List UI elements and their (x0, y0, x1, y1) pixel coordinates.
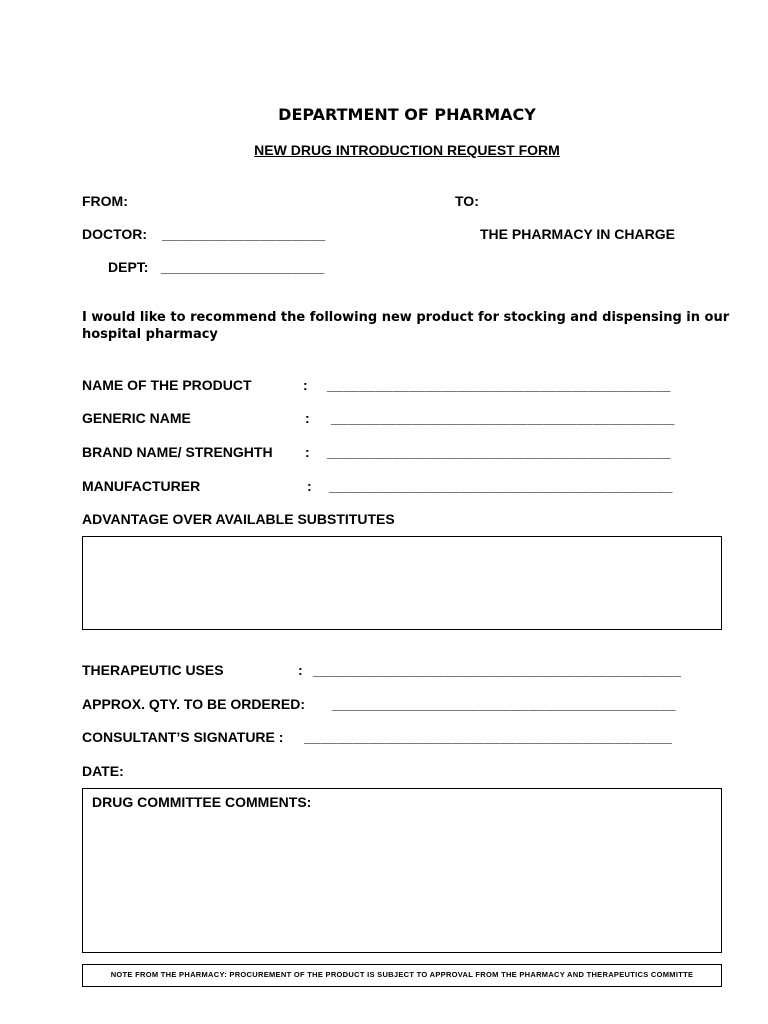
dept-field[interactable]: ____________________ (161, 259, 325, 275)
committee-comments-label: DRUG COMMITTEE COMMENTS: (92, 794, 312, 810)
dept-label: DEPT: (108, 259, 149, 275)
page-title: DEPARTMENT OF PHARMACY (278, 105, 536, 124)
advantage-textbox[interactable] (82, 536, 722, 630)
footer-note: NOTE FROM THE PHARMACY: PROCUREMENT OF THE PRODUCT IS SUBJECT TO APPROVAL FROM THE PHARMACY AND THERAPEUTICS COMMITTE (82, 964, 722, 987)
brand-name-colon: : (305, 444, 310, 460)
signature-label: CONSULTANT’S SIGNATURE : (82, 729, 284, 745)
advantage-label: ADVANTAGE OVER AVAILABLE SUBSTITUTES (82, 511, 395, 527)
quantity-field[interactable]: __________________________________________ (332, 696, 676, 712)
to-recipient: THE PHARMACY IN CHARGE (480, 226, 675, 242)
product-name-field[interactable]: __________________________________________ (327, 377, 671, 393)
therapeutic-uses-colon: : (298, 662, 303, 678)
therapeutic-uses-label: THERAPEUTIC USES (82, 662, 224, 678)
product-name-colon: : (303, 377, 308, 393)
therapeutic-uses-field[interactable]: _____________________________________________ (313, 662, 682, 678)
doctor-label: DOCTOR: (82, 226, 148, 242)
generic-name-colon: : (305, 410, 310, 426)
from-label: FROM: (82, 193, 128, 209)
form-subtitle: NEW DRUG INTRODUCTION REQUEST FORM (254, 142, 560, 158)
recommendation-text: I would like to recommend the following new product for stocking and dispensing in our hospital pharmacy (82, 310, 730, 342)
manufacturer-field[interactable]: __________________________________________ (329, 478, 673, 494)
doctor-field[interactable]: ____________________ (162, 226, 326, 242)
generic-name-field[interactable]: __________________________________________ (331, 410, 675, 426)
to-label: TO: (455, 193, 479, 209)
committee-comments-box[interactable] (82, 788, 722, 953)
manufacturer-colon: : (307, 478, 312, 494)
brand-name-field[interactable]: __________________________________________ (327, 444, 671, 460)
generic-name-label: GENERIC NAME (82, 410, 191, 426)
signature-field[interactable]: _____________________________________________ (304, 729, 673, 745)
manufacturer-label: MANUFACTURER (82, 478, 201, 494)
brand-name-label: BRAND NAME/ STRENGHTH (82, 444, 273, 460)
quantity-label: APPROX. QTY. TO BE ORDERED: (82, 696, 305, 712)
date-label: DATE: (82, 763, 124, 779)
product-name-label: NAME OF THE PRODUCT (82, 377, 252, 393)
